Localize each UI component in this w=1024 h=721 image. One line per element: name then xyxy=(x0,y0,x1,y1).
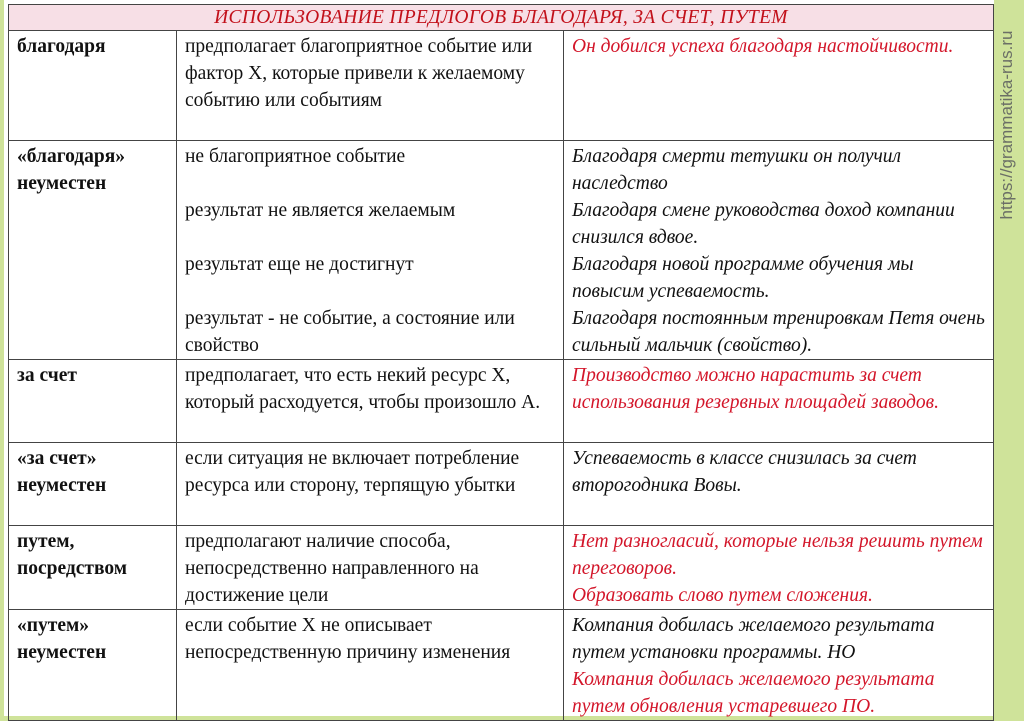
example-text: Благодаря смерти тетушки он получил наследство xyxy=(572,146,902,194)
term-cell: «благодаря» неуместен xyxy=(9,141,177,360)
prepositions-table xyxy=(8,4,994,721)
description-cell xyxy=(177,526,564,610)
description-text: если событие Х не описывает непосредственную причину изменения xyxy=(185,615,511,663)
example-text: Компания добилась желаемого результата путем обновления устаревшего ПО. xyxy=(572,669,935,717)
example-text: Успеваемость в классе снизилась за счет второгодника Вовы. xyxy=(572,448,917,496)
description-cell xyxy=(177,610,564,721)
watermark-text: https://grammatika-rus.ru xyxy=(997,30,1016,220)
term-cell: «путем» неуместен xyxy=(9,610,177,721)
example-text: Благодаря новой программе обучения мы повысим успеваемость. xyxy=(572,254,914,302)
table-title: ИСПОЛЬЗОВАНИЕ ПРЕДЛОГОВ БЛАГОДАРЯ, ЗА СЧЕТ, ПУТЕМ xyxy=(9,5,994,31)
example-cell xyxy=(564,360,994,443)
table-row xyxy=(9,526,994,610)
example-text: Компания добилась желаемого результата путем установки программы. НО xyxy=(572,615,935,663)
table-row xyxy=(9,360,994,443)
term-cell: путем, посредством xyxy=(9,526,177,610)
example-cell xyxy=(564,141,994,360)
description-text: результат не является желаемым xyxy=(185,200,456,221)
example-cell xyxy=(564,31,994,141)
description-text: результат еще не достигнут xyxy=(185,254,414,275)
example-text: Он добился успеха благодаря настойчивости. xyxy=(572,36,954,57)
description-cell xyxy=(177,141,564,360)
example-cell xyxy=(564,526,994,610)
example-text: Благодаря смене руководства доход компании снизился вдвое. xyxy=(572,200,955,248)
document-sheet xyxy=(4,0,994,716)
term-cell: «за счет» неуместен xyxy=(9,443,177,526)
description-cell xyxy=(177,443,564,526)
description-cell xyxy=(177,360,564,443)
term-cell: благодаря xyxy=(9,31,177,141)
example-text: Производство можно нарастить за счет использования резервных площадей заводов. xyxy=(572,365,939,413)
example-text: Благодаря постоянным тренировкам Петя очень сильный мальчик (свойство). xyxy=(572,308,985,356)
description-text: если ситуация не включает потребление ресурса или сторону, терпящую убытки xyxy=(185,448,520,496)
example-cell xyxy=(564,610,994,721)
example-cell xyxy=(564,443,994,526)
table-row xyxy=(9,141,994,360)
description-text: предполагает благоприятное событие или фактор Х, которые привели к желаемому событию или событиям xyxy=(185,36,533,111)
term-cell: за счет xyxy=(9,360,177,443)
table-row xyxy=(9,610,994,721)
watermark xyxy=(990,0,1024,250)
description-text: не благоприятное событие xyxy=(185,146,406,167)
description-text: предполагают наличие способа, непосредственно направленного на достижение цели xyxy=(185,531,479,606)
description-cell xyxy=(177,31,564,141)
table-row xyxy=(9,443,994,526)
example-text: Образовать слово путем сложения. xyxy=(572,585,873,606)
description-text: результат - не событие, а состояние или свойство xyxy=(185,308,515,356)
description-text: предполагает, что есть некий ресурс Х, который расходуется, чтобы произошло А. xyxy=(185,365,541,413)
table-row xyxy=(9,31,994,141)
title-row xyxy=(9,5,994,31)
example-text: Нет разногласий, которые нельзя решить путем переговоров. xyxy=(572,531,983,579)
